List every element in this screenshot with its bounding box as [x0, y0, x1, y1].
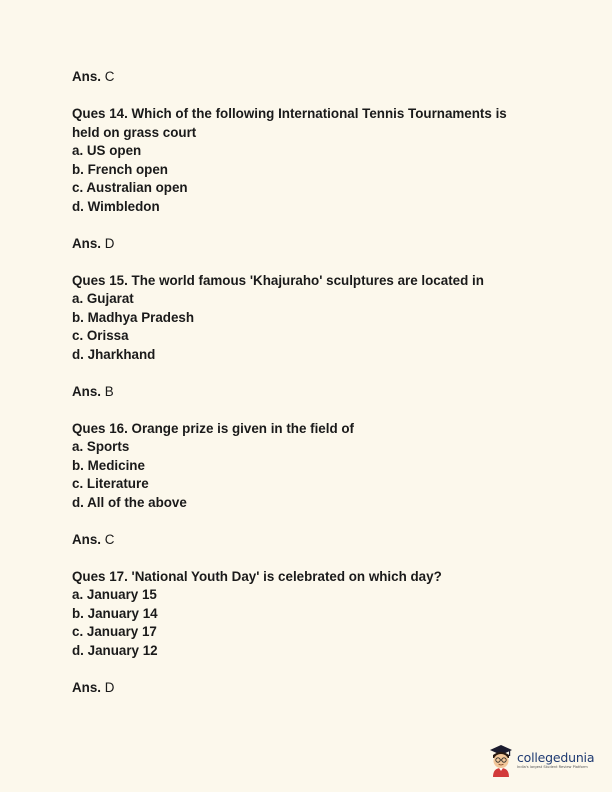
option-d: d. All of the above [72, 494, 187, 510]
question-14 [72, 105, 542, 216]
logo-tagline: India's largest Student Review Platform [517, 764, 588, 769]
answer-label: Ans. [72, 235, 102, 251]
answer-label: Ans. [72, 531, 102, 547]
option-d: d. January 12 [72, 642, 158, 658]
question-text: Ques 17. 'National Youth Day' is celebrated on which day? [72, 568, 442, 584]
answer-value: C [104, 531, 115, 547]
answer-q15 [72, 383, 542, 402]
logo-text [517, 751, 594, 770]
question-16 [72, 420, 542, 513]
logo-name: collegedunia [517, 749, 595, 765]
answer-q13 [72, 68, 542, 87]
answer-value: B [104, 383, 114, 399]
question-text: Ques 15. The world famous 'Khajuraho' sculptures are located in [72, 272, 484, 288]
option-d: d. Wimbledon [72, 198, 160, 214]
option-a: a. Sports [72, 439, 130, 454]
question-15 [72, 272, 542, 365]
option-b: b. French open [72, 161, 168, 177]
answer-label: Ans. [72, 679, 102, 695]
answer-value: C [104, 69, 115, 84]
option-a: a. US open [72, 143, 142, 158]
option-a: a. Gujarat [72, 291, 134, 306]
question-17 [72, 568, 542, 661]
option-b: b. Medicine [72, 457, 145, 473]
answer-label: Ans. [72, 69, 102, 84]
option-c: c. Australian open [72, 180, 188, 195]
option-d: d. Jharkhand [72, 346, 156, 362]
option-c: c. January 17 [72, 624, 157, 639]
answer-q14 [72, 235, 542, 254]
answer-q16 [72, 531, 542, 550]
question-text: Ques 16. Orange prize is given in the field of [72, 420, 355, 436]
answer-value: D [104, 679, 115, 695]
document-page [72, 68, 542, 697]
collegedunia-logo [488, 740, 598, 780]
option-c: c. Literature [72, 476, 149, 491]
answer-value: D [104, 235, 115, 251]
option-c: c. Orissa [72, 328, 129, 343]
student-mascot-icon [488, 743, 514, 777]
option-b: b. Madhya Pradesh [72, 309, 195, 325]
answer-q17 [72, 679, 542, 698]
option-b: b. January 14 [72, 605, 158, 621]
answer-label: Ans. [72, 383, 102, 399]
question-text: Ques 14. Which of the following International Tennis Tournaments is held on grass court [72, 106, 507, 140]
option-a: a. January 15 [72, 587, 157, 602]
